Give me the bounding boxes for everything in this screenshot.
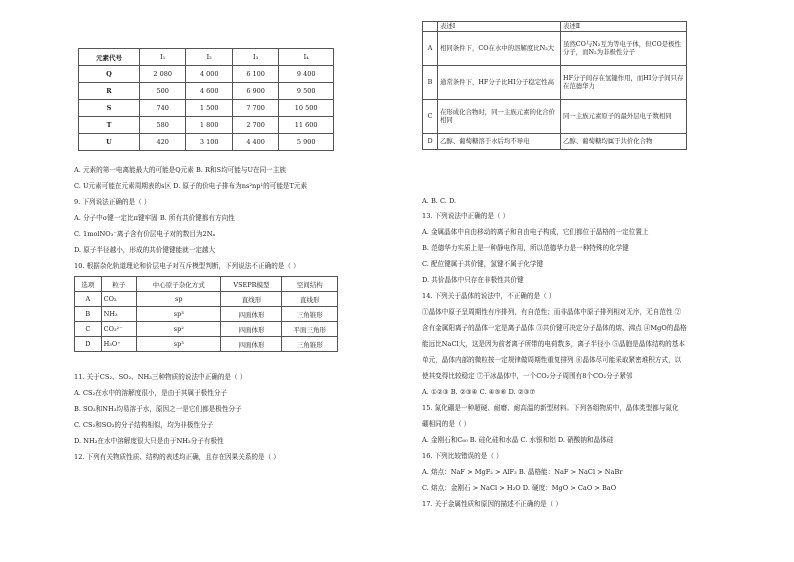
table-cell: 在形成化合物时，同一主族元素的化合价相同 — [438, 99, 561, 133]
answer-options: A. B. C. D. — [422, 197, 457, 205]
question-line: B. SO₂和NH₃均易溶于水，原因之一是它们都是极性分子 — [74, 405, 242, 413]
table-header-row — [423, 22, 687, 32]
table-cell: 9 400 — [279, 66, 334, 83]
table-cell: 11 600 — [279, 117, 334, 134]
question-line: 16. 下列比较错误的是（ ） — [422, 452, 503, 460]
table-cell: 7 700 — [232, 100, 278, 117]
table-cell: Q — [79, 66, 140, 83]
table-cell: 通常条件下，HF分子比HI分子稳定性高 — [438, 65, 561, 99]
table-cell: 2 080 — [140, 66, 186, 83]
table-row — [75, 322, 338, 337]
header-cell: 表述Ⅱ — [561, 22, 687, 32]
table-cell: sp³ — [137, 307, 221, 322]
table-row — [79, 117, 334, 134]
table-row — [79, 66, 334, 83]
question-line: 单元，晶体内部的微粒按一定规律做周期性重复排列 ⑥晶体尽可能采取紧密堆积方式，以 — [422, 356, 682, 364]
table-cell: 420 — [140, 134, 186, 151]
table-cell: 9 500 — [279, 83, 334, 100]
table-cell: CO₂ — [101, 292, 136, 307]
table-cell: 相同条件下，CO在水中的溶解度比N₂大 — [438, 31, 561, 65]
question-line: A. 元素的第一电离能最大的可能是Q元素 B. R和S均可能与U在同一主族 — [74, 166, 286, 174]
header-cell: 空间结构 — [282, 277, 338, 292]
header-cell: 选项 — [75, 277, 102, 292]
question-line: 硼相同的是（ ） — [422, 420, 471, 428]
header-cell — [423, 22, 438, 32]
table-cell: 2 700 — [232, 117, 278, 134]
header-cell: 元素代号 — [79, 49, 140, 66]
question-line: A. 金属晶体中自由移动的离子和自由电子构成，它们都位于晶格的一定位置上 — [422, 228, 649, 236]
question-line: D. 共价晶体中只存在非极性共价键 — [422, 276, 524, 284]
table-cell: B — [423, 65, 438, 99]
question-line: 能远比NaCl大，这是因为前者离子所带的电荷数多，离子半径小 ⑤晶胞是晶体结构的基本 — [422, 340, 685, 348]
table-cell: C — [423, 99, 438, 133]
table-cell: 6 900 — [232, 83, 278, 100]
question-line: C. 1molNO₃⁻离子含有价层电子对的数目为2Nₐ — [74, 230, 216, 238]
table-cell: 三角锥形 — [282, 337, 338, 352]
table-cell: 740 — [140, 100, 186, 117]
question-line: A. 分子中σ键一定比π键牢固 B. 所有共价键都有方向性 — [74, 214, 235, 222]
table-cell: 580 — [140, 117, 186, 134]
table-cell: S — [79, 100, 140, 117]
table-cell: 同一主族元素原子的最外层电子数相同 — [561, 99, 687, 133]
table-cell: HF分子间存在氢键作用，而HI分子间只存在范德华力 — [561, 65, 687, 99]
table-row — [79, 100, 334, 117]
statement-table — [422, 21, 687, 150]
table-cell: H₃O⁺ — [101, 337, 136, 352]
table-cell: A — [75, 292, 102, 307]
answer-options: C. 熔点：金刚石 > NaCl > H₂O D. 硬度：MgO > CaO > BaO — [422, 484, 617, 492]
table-cell: 1 800 — [186, 117, 232, 134]
table-header-row — [79, 49, 334, 66]
table-cell: D — [75, 337, 102, 352]
table-cell: 500 — [140, 83, 186, 100]
table-cell: CO₃²⁻ — [101, 322, 136, 337]
table-row — [75, 292, 338, 307]
table-row — [423, 133, 687, 149]
header-cell: I₃ — [232, 49, 278, 66]
table-cell: 10 500 — [279, 100, 334, 117]
question-line: B. 范德华力实质上是一种静电作用，所以范德华力是一种特殊的化学键 — [422, 244, 629, 252]
table-cell: 4 400 — [232, 134, 278, 151]
question-line: 12. 下列有关物质性质、结构的表述均正确，且存在因果关系的是（ ） — [74, 453, 280, 461]
header-cell: I₂ — [186, 49, 232, 66]
table-cell: 三角锥形 — [282, 307, 338, 322]
question-line: 17. 关于金属性质和原因的描述不正确的是（ ） — [422, 500, 562, 508]
answer-options: A. 金刚石和C₆₀ B. 硅化硅和水晶 C. 水银和铝 D. 硝酸钠和晶体硅 — [422, 436, 614, 444]
table-cell: sp³ — [137, 337, 221, 352]
question-line: 14. 下列关于晶体的说法中，不正确的是（ ） — [422, 292, 556, 300]
table-cell: 直线形 — [221, 292, 282, 307]
table-cell: 4 000 — [186, 66, 232, 83]
header-cell: I₄ — [279, 49, 334, 66]
table-row — [423, 31, 687, 65]
table-cell: T — [79, 117, 140, 134]
table-row — [75, 337, 338, 352]
table-cell: 4 600 — [186, 83, 232, 100]
question-line: ①晶体中原子呈周期性有序排列，有自范性；而非晶体中原子排列相对无序，无自范性 ② — [422, 308, 682, 316]
table-cell: 直线形 — [282, 292, 338, 307]
table-cell: 乙醇、葡萄糖溶于水后均不导电 — [438, 133, 561, 149]
question-line: 13. 下列说法中正确的是（ ） — [422, 212, 510, 220]
table-cell: NH₃ — [101, 307, 136, 322]
table-cell: 6 100 — [232, 66, 278, 83]
question-line: 10. 根据杂化轨道理论和价层电子对互斥模型判断，下列说法不正确的是（ ） — [74, 262, 300, 270]
table-cell: A — [423, 31, 438, 65]
question-line: C. U元素可能在元素周期表的s区 D. 原子的价电子排布为ns²np¹的可能是T元素 — [74, 182, 308, 190]
header-cell: I₁ — [140, 49, 186, 66]
table-cell: B — [75, 307, 102, 322]
table-cell: 乙醇、葡萄糖均属于共价化合物 — [561, 133, 687, 149]
question-line: 含有金属阳离子的晶体一定是离子晶体 ③共价键可决定分子晶体的熔、沸点 ④MgO的晶格 — [422, 324, 687, 332]
header-cell: 中心原子杂化方式 — [137, 277, 221, 292]
question-line: 9. 下列说法正确的是（ ） — [74, 198, 151, 206]
table-cell: 四面体形 — [221, 337, 282, 352]
question-line: C. CS₂和SO₂的分子结构相似，均为非极性分子 — [74, 421, 214, 429]
table-row — [423, 99, 687, 133]
hybridization-table — [74, 276, 338, 352]
question-line: 11. 关于CS₂、SO₂、NH₃三种物质的说法中正确的是（ ） — [74, 373, 247, 381]
answer-options: A. ①②③ B. ②③④ C. ④⑤⑥ D. ②③⑦ — [422, 388, 536, 396]
answer-options: A. 熔点：NaF > MgF₂ > AlF₃ B. 晶格能：NaF > NaCl > NaBr — [422, 468, 623, 476]
table-cell: 5 900 — [279, 134, 334, 151]
question-line: 使其变得比较稳定 ⑦干冰晶体中，一个CO₂分子周围有8个CO₂分子紧邻 — [422, 372, 633, 380]
table-cell: 四面体形 — [221, 307, 282, 322]
table-cell: 3 100 — [186, 134, 232, 151]
question-line: D. NH₃在水中溶解度很大只是由于NH₃分子有极性 — [74, 437, 224, 445]
question-line: 15. 氮化硼是一种超硬、耐磨、耐高温的新型材料。下列各组物质中，晶体类型都与氮化 — [422, 404, 679, 412]
table-cell: C — [75, 322, 102, 337]
question-line: A. CS₂在水中的溶解度很小，是由于其属于极性分子 — [74, 389, 228, 397]
table-row — [79, 134, 334, 151]
table-header-row — [75, 277, 338, 292]
table-cell: R — [79, 83, 140, 100]
question-line: D. 原子半径越小，形成的共价键键能就一定越大 — [74, 246, 216, 254]
header-cell: VSEPR模型 — [221, 277, 282, 292]
table-cell: 1 500 — [186, 100, 232, 117]
table-row — [423, 65, 687, 99]
table-row — [75, 307, 338, 322]
table-cell: 平面三角形 — [282, 322, 338, 337]
table-cell: sp² — [137, 322, 221, 337]
table-cell: U — [79, 134, 140, 151]
table-cell: 四面体形 — [221, 322, 282, 337]
header-cell: 表述Ⅰ — [438, 22, 561, 32]
question-line: C. 配位键属于共价键，氢键不属于化学键 — [422, 260, 544, 268]
table-cell: 虽然CO与N₂互为等电子体，但CO是极性分子，而N₂为非极性分子 — [561, 31, 687, 65]
table-cell: sp — [137, 292, 221, 307]
header-cell: 粒子 — [101, 277, 136, 292]
table-cell: D — [423, 133, 438, 149]
table-row — [79, 83, 334, 100]
ionization-energy-table — [78, 48, 334, 151]
